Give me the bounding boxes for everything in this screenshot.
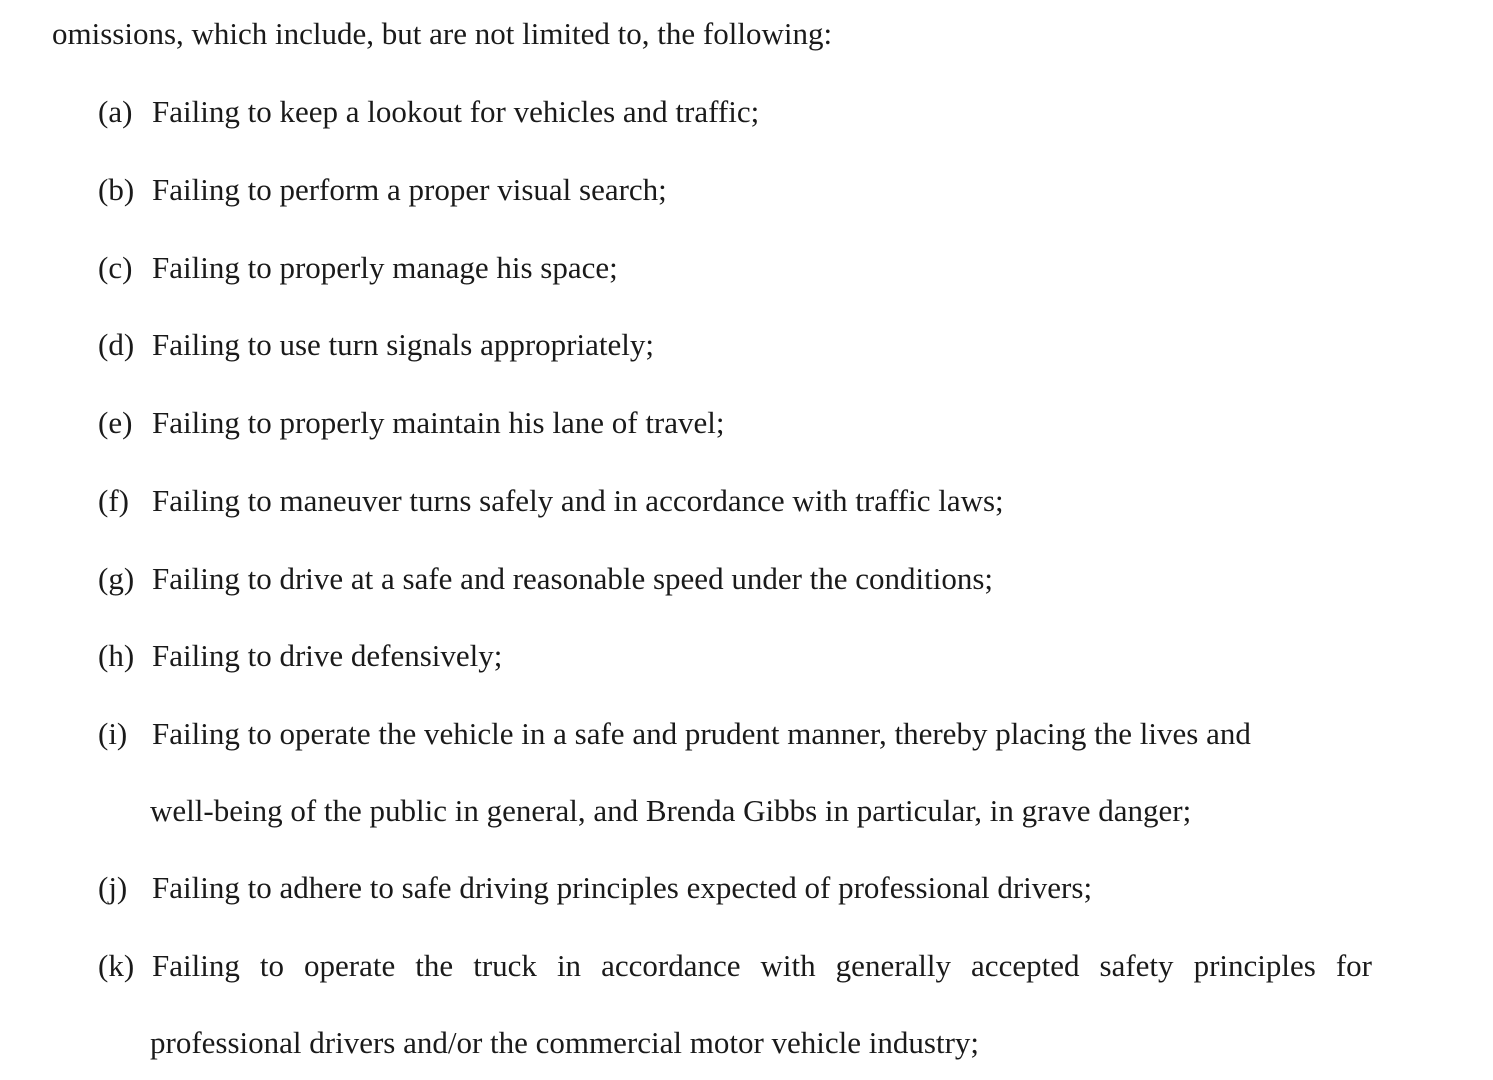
item-text: Failing to properly maintain his lane of travel;	[152, 405, 725, 440]
item-text-continuation: professional drivers and/or the commercial motor vehicle industry;	[150, 1025, 980, 1060]
item-text: Failing to operate the vehicle in a safe and prudent manner, thereby placing the lives and	[152, 716, 1251, 751]
item-text: Failing to use turn signals appropriately;	[152, 327, 654, 362]
intro-line: omissions, which include, but are not limited to, the following:	[52, 16, 833, 51]
item-marker: (c)	[98, 250, 133, 285]
item-marker: (a)	[98, 94, 133, 129]
item-marker: (i)	[98, 716, 128, 751]
item-marker: (d)	[98, 327, 135, 362]
item-text: Failing to operate the truck in accordance with generally accepted safety principles for	[152, 948, 1372, 983]
item-text: Failing to drive defensively;	[152, 638, 503, 673]
item-marker: (h)	[98, 638, 135, 673]
item-text: Failing to perform a proper visual search;	[152, 172, 667, 207]
item-marker: (g)	[98, 561, 135, 596]
item-text: Failing to maneuver turns safely and in accordance with traffic laws;	[152, 483, 1004, 518]
item-text: Failing to drive at a safe and reasonable speed under the conditions;	[152, 561, 994, 596]
item-marker: (e)	[98, 405, 133, 440]
item-marker: (k)	[98, 948, 135, 983]
item-marker: (j)	[98, 870, 128, 905]
item-text-continuation: well-being of the public in general, and Brenda Gibbs in particular, in grave danger;	[150, 793, 1192, 828]
item-text: Failing to properly manage his space;	[152, 250, 618, 285]
item-text: Failing to adhere to safe driving principles expected of professional drivers;	[152, 870, 1093, 905]
item-marker: (b)	[98, 172, 135, 207]
item-text: Failing to keep a lookout for vehicles and traffic;	[152, 94, 760, 129]
item-marker: (f)	[98, 483, 129, 518]
